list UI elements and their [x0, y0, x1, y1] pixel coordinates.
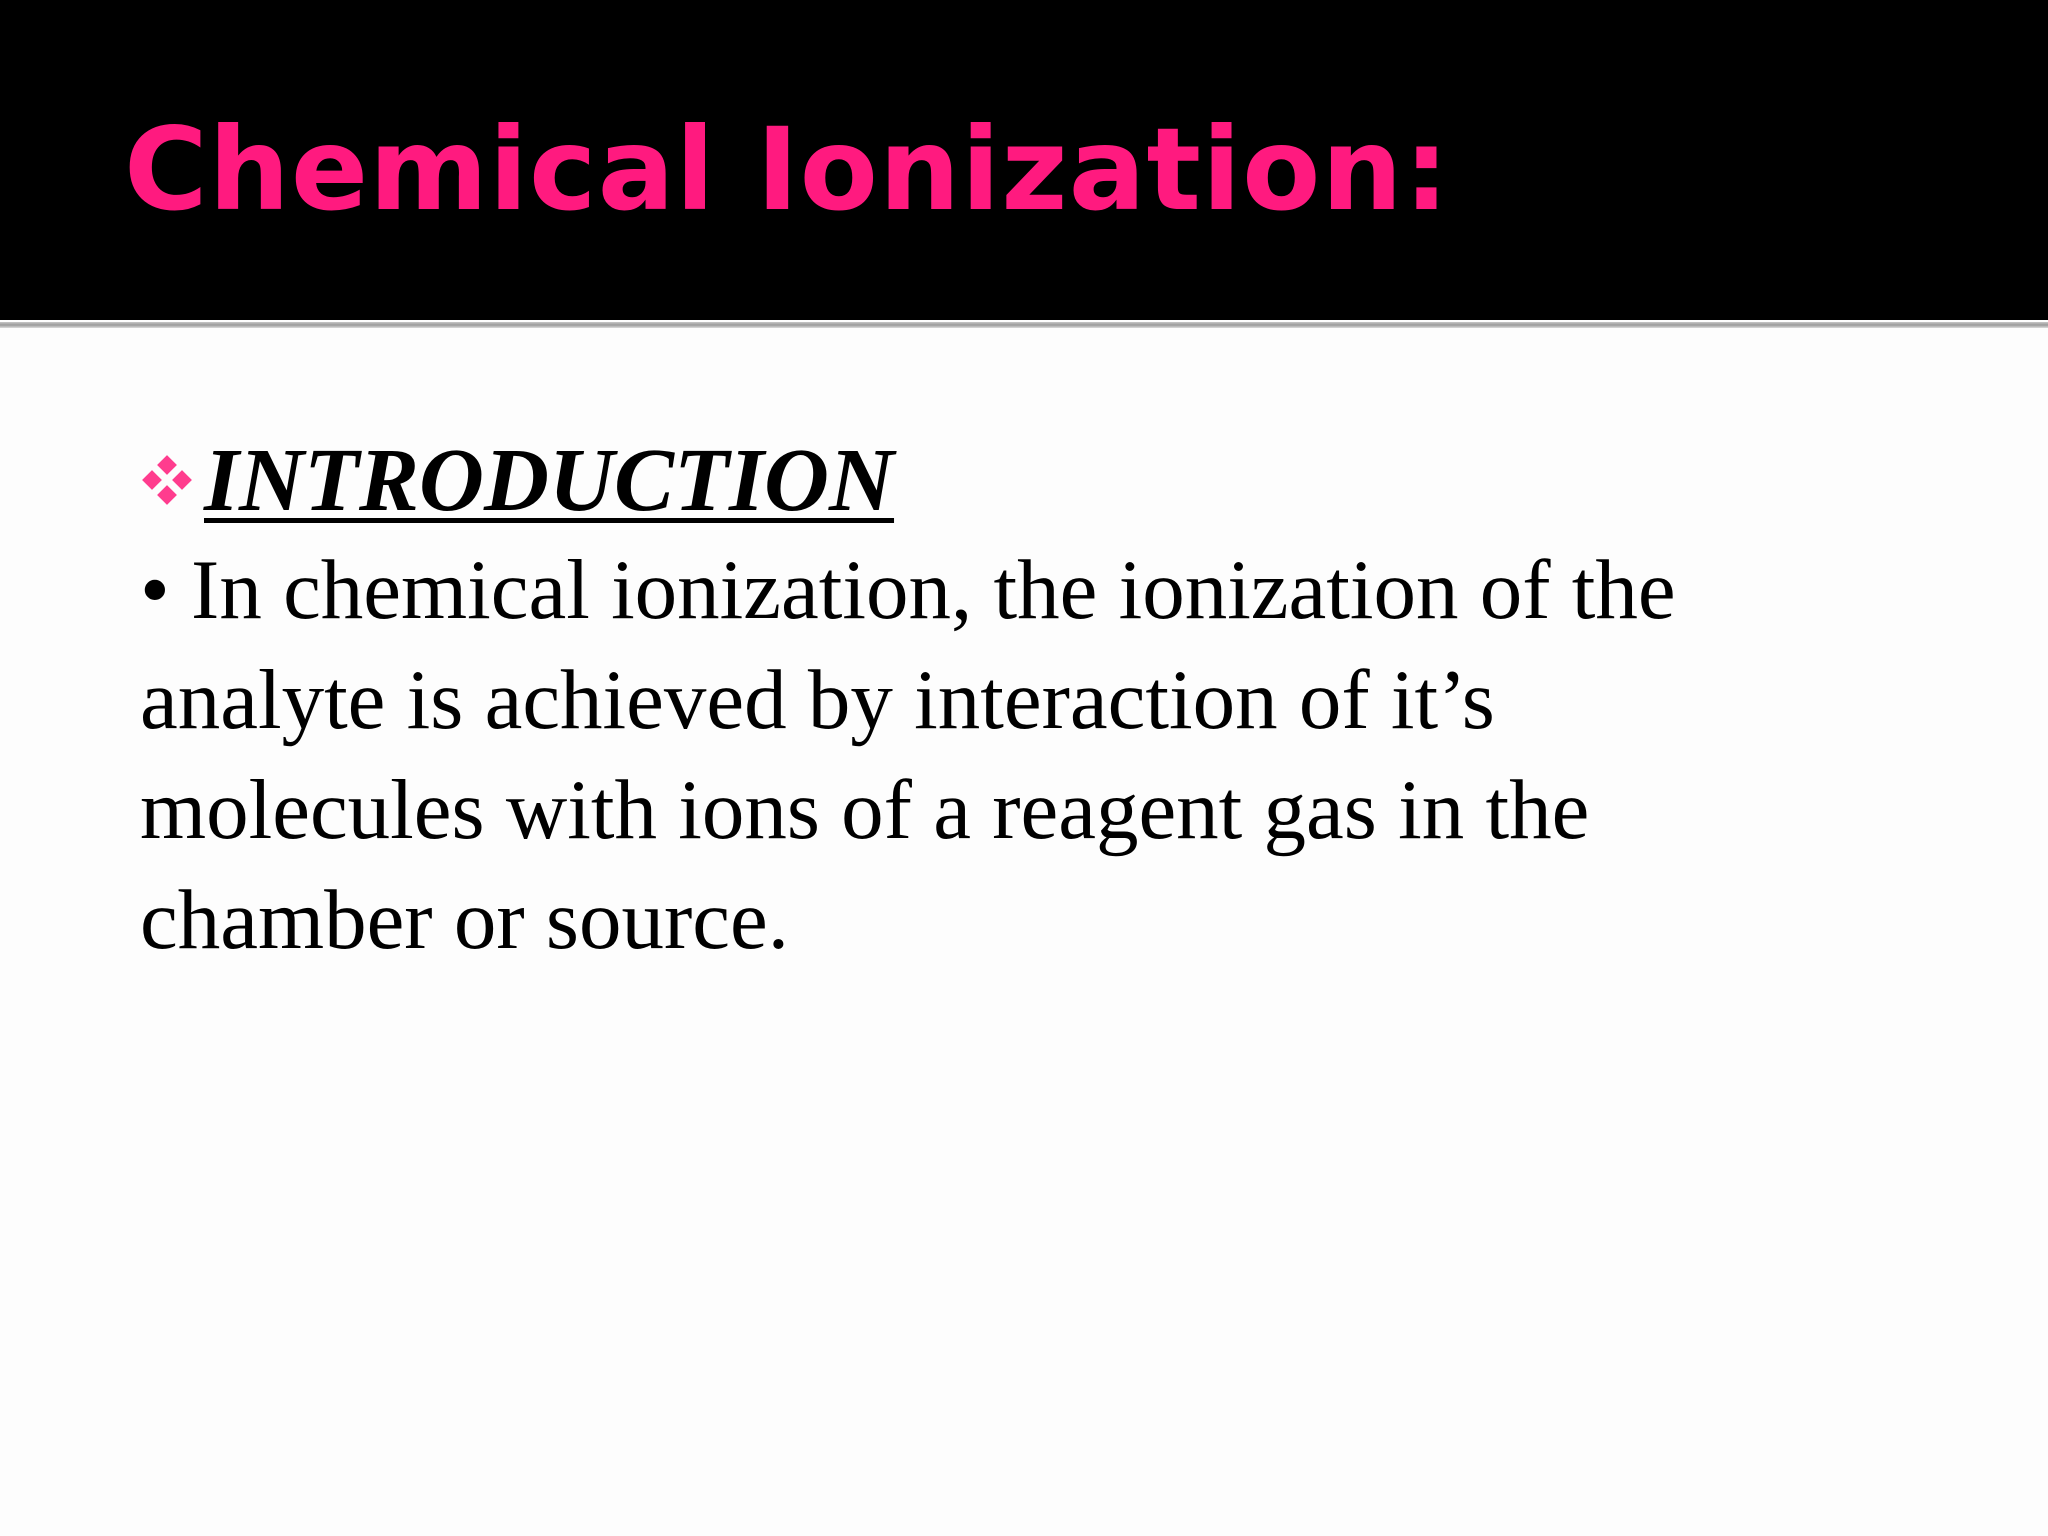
body-paragraph: • In chemical ionization, the ionization of the analyte is achieved by interaction of it’s molecules with ions of a reagent gas in the chamber or source.: [140, 543, 1676, 967]
section-heading: [140, 425, 1960, 535]
title-divider: [0, 322, 2048, 328]
slide-content: [140, 425, 1960, 975]
slide-title: Chemical Ionization:: [124, 103, 1451, 236]
title-bar: [0, 0, 2048, 320]
heading-introduction: INTRODUCTION: [204, 430, 895, 530]
four-diamond-icon: [140, 453, 194, 507]
